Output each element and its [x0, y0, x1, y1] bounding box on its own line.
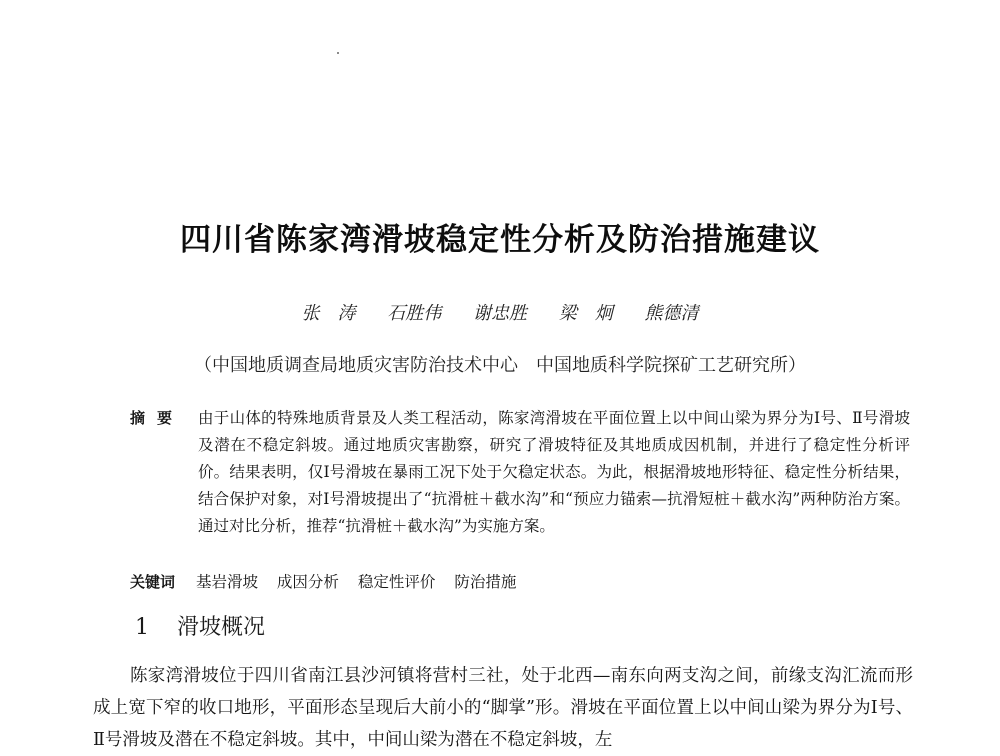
- keyword: 防治措施: [454, 573, 517, 591]
- section-number: 1: [135, 615, 149, 640]
- keywords: [130, 570, 530, 592]
- abstract: [130, 405, 910, 540]
- section-heading: [135, 610, 265, 641]
- author-list: [0, 299, 1000, 325]
- keywords-label: 关键词: [130, 573, 176, 591]
- paper-title: 四川省陈家湾滑坡稳定性分析及防治措施建议: [180, 222, 820, 258]
- scan-speck: [337, 52, 339, 54]
- affiliation: （中国地质调查局地质灾害防治技术中心 中国地质科学院探矿工艺研究所）: [194, 355, 806, 376]
- keyword: 稳定性评价: [357, 573, 436, 591]
- abstract-label: 摘要: [130, 409, 185, 427]
- author-name: 谢忠胜: [473, 303, 527, 324]
- author-name: 梁 炯: [558, 303, 613, 324]
- abstract-text: 由于山体的特殊地质背景及人类工程活动，陈家湾滑坡在平面位置上以中间山梁为界分为Ⅰ号、Ⅱ号滑坡及潜在不稳定斜坡。通过地质灾害勘察，研究了滑坡特征及其地质成因机制，并进行了稳定性分析评价。结果表明，仅Ⅰ号滑坡在暴雨工况下处于欠稳定状态。为此，根据滑坡地形特征、稳定性分析结果，结合保护对象，对Ⅰ号滑坡提出了“抗滑桩＋截水沟”和“预应力锚索—抗滑短桩＋截水沟”两种防治方案。通过对比分析，推荐“抗滑桩＋截水沟”为实施方案。: [198, 409, 910, 535]
- author-name: 熊德清: [644, 303, 699, 324]
- keyword: 成因分析: [276, 573, 339, 591]
- keyword: 基岩滑坡: [195, 573, 258, 591]
- author-name: 石胜伟: [387, 303, 442, 324]
- section-title: 滑坡概况: [177, 615, 266, 640]
- body-paragraph: 陈家湾滑坡位于四川省南江县沙河镇将营村三社，处于北西—南东向两支沟之间，前缘支沟汇流而形成上宽下窄的收口地形，平面形态呈现后大前小的“脚掌”形。滑坡在平面位置上以中间山梁为界分为Ⅰ号、Ⅱ号滑坡及潜在不稳定斜坡。其中，中间山梁为潜在不稳定斜坡，左: [93, 666, 913, 750]
- author-name: 张 涛: [301, 303, 356, 324]
